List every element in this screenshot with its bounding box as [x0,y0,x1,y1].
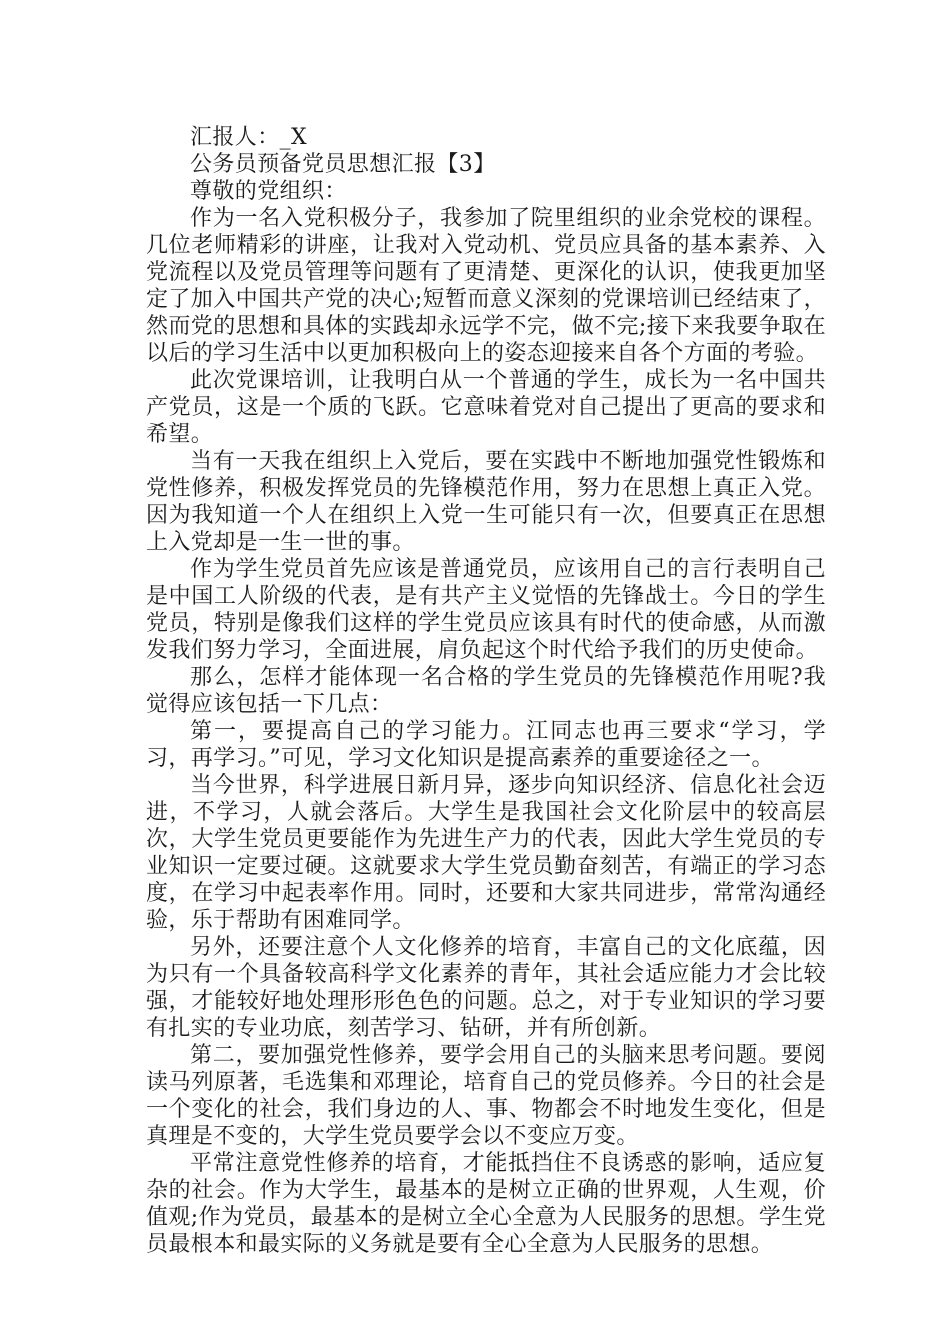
paragraph: 平常注意党性修养的培育，才能抵挡住不良诱惑的影响，适应复杂的社会。作为大学生，最基本的是树立正确的世界观，人生观，价值观;作为党员，最基本的是树立全心全意为人民服务的思想。学生党员最根本和最实际的义务就是要有全心全意为人民服务的思想。 [146,1151,826,1257]
paragraph: 作为学生党员首先应该是普通党员，应该用自己的言行表明自己是中国工人阶级的代表，是有共产主义觉悟的先锋战士。今日的学生党员，特别是像我们这样的学生党员应该具有时代的使命感，从而激发我们努力学习，全面进展，肩负起这个时代给予我们的历史使命。 [146,557,826,663]
document-title: 公务员预备党员思想汇报【3】 [190,152,496,177]
salutation: 尊敬的党组织： [190,179,347,204]
paragraph: 当有一天我在组织上入党后，要在实践中不断地加强党性锻炼和党性修养，积极发挥党员的先锋模范作用，努力在思想上真正入党。因为我知道一个人在组织上入党一生可能只有一次，但要真正在思想上入党却是一生一世的事。 [146,449,826,555]
reporter-line: 汇报人：_X [190,125,308,150]
document-body [146,124,826,1258]
paragraph: 那么，怎样才能体现一名合格的学生党员的先锋模范作用呢?我觉得应该包括一下几点： [146,665,826,717]
paragraph: 作为一名入党积极分子，我参加了院里组织的业余党校的课程。几位老师精彩的讲座，让我对入党动机、党员应具备的基本素养、入党流程以及党员管理等问题有了更清楚、更深化的认识，使我更加坚定了加入中国共产党的决心;短暂而意义深刻的党课培训已经结束了，然而党的思想和具体的实践却永远学不完，做不完;接下来我要争取在以后的学习生活中以更加积极向上的姿态迎接来自各个方面的考验。 [146,206,826,366]
paragraph: 另外，还要注意个人文化修养的培育，丰富自己的文化底蕴，因为只有一个具备较高科学文化素养的青年，其社会适应能力才会比较强，才能较好地处理形形色色的问题。总之，对于专业知识的学习要有扎实的专业功底，刻苦学习、钻研，并有所创新。 [146,935,826,1041]
paragraph: 第一，要提高自己的学习能力。江同志也再三要求“学习，学习，再学习。”可见，学习文化知识是提高素养的重要途径之一。 [146,719,826,771]
paragraph: 当今世界，科学进展日新月异，逐步向知识经济、信息化社会迈进，不学习，人就会落后。大学生是我国社会文化阶层中的较高层次，大学生党员更要能作为先进生产力的代表，因此大学生党员的专业知识一定要过硬。这就要求大学生党员勤奋刻苦，有端正的学习态度，在学习中起表率作用。同时，还要和大家共同进步，常常沟通经验，乐于帮助有困难同学。 [146,773,826,933]
paragraph: 第二，要加强党性修养，要学会用自己的头脑来思考问题。要阅读马列原著，毛选集和邓理论，培育自己的党员修养。今日的社会是一个变化的社会，我们身边的人、事、物都会不时地发生变化，但是真理是不变的，大学生党员要学会以不变应万变。 [146,1043,826,1149]
paragraph: 此次党课培训，让我明白从一个普通的学生，成长为一名中国共产党员，这是一个质的飞跃。它意味着党对自己提出了更高的要求和希望。 [146,368,826,447]
